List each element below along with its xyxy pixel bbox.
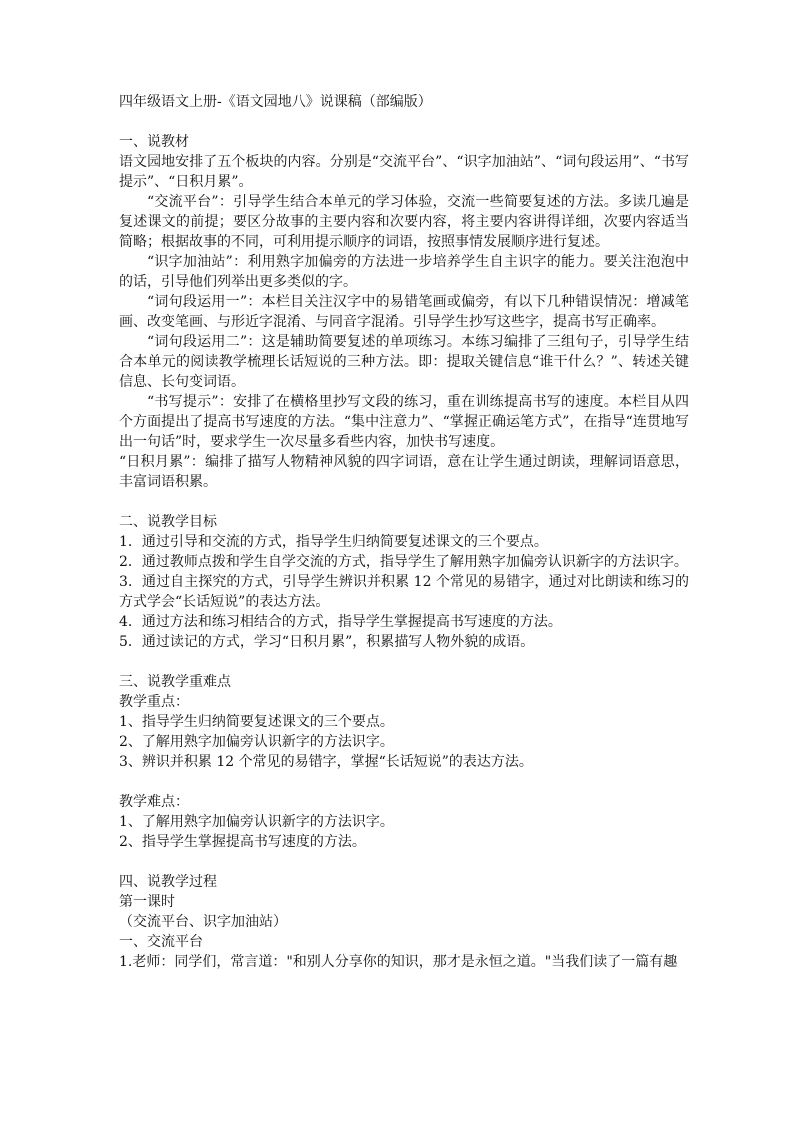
document-page (119, 92, 689, 972)
key-point-item: 3、辨识并积累 12 个常见的易错字，掌握“长话短说”的表达方法。 (119, 754, 533, 770)
section-heading-textbook: 一、说教材 (119, 134, 189, 150)
section-heading-process: 四、说教学过程 (119, 874, 217, 890)
step-text: 1.老师：同学们，常言道："和别人分享你的知识，那才是永恒之道。"当我们读了一篇有趣 (119, 954, 678, 970)
difficulty-label: 教学难点： (119, 794, 189, 810)
lesson-subtitle: （交流平台、识字加油站） (119, 914, 287, 930)
key-points-label: 教学重点： (119, 694, 189, 710)
paragraph-exchange-platform: “交流平台”：引导学生结合本单元的学习体验，交流一些简要复述的方法。多读几遍是复述课文的前提；要区分故事的主要内容和次要内容，将主要内容讲得详细，次要内容适当简略；根据故事的不同，可利用提示顺序的词语，按照事情发展顺序进行复述。 (119, 194, 689, 250)
difficulty-item: 1、了解用熟字加偏旁认识新字的方法识字。 (119, 814, 394, 830)
goal-item: 3．通过自主探究的方式，引导学生辨识并积累 12 个常见的易错字，通过对比朗读和练习的方式学会“长话短说”的表达方法。 (119, 574, 689, 610)
paragraph-daily-accumulation: “日积月累”：编排了描写人物精神风貌的四字词语，意在让学生通过朗读，理解词语意思，丰富词语积累。 (119, 454, 689, 490)
difficulty-item: 2、指导学生掌握提高书写速度的方法。 (119, 834, 366, 850)
paragraph-word-use-two: “词句段运用二”：这是辅助简要复述的单项练习。本练习编排了三组句子，引导学生结合本单元的阅读教学梳理长话短说的三种方法。即：提取关键信息“谁干什么？”、转述关键信息、长句变词语。 (119, 334, 689, 390)
paragraph-writing-tips: “书写提示”：安排了在横格里抄写文段的练习，重在训练提高书写的速度。本栏目从四个方面提出了提高书写速度的方法。“集中注意力”、“掌握正确运笔方式”，在指导“连贯地写出一句话”时，要求学生一次尽量多看些内容，加快书写速度。 (119, 394, 689, 450)
paragraph-intro: 语文园地安排了五个板块的内容。分别是“交流平台”、“识字加油站”、“词句段运用”、“书写提示”、“日积月累”。 (119, 154, 689, 190)
paragraph-word-use-one: “词句段运用一”：本栏目关注汉字中的易错笔画或偏旁，有以下几种错误情况：增减笔画、改变笔画、与形近字混淆、与同音字混淆。引导学生抄写这些字，提高书写正确率。 (119, 294, 689, 330)
key-point-item: 2、了解用熟字加偏旁认识新字的方法识字。 (119, 734, 394, 750)
spacer (119, 652, 689, 672)
key-point-item: 1、指导学生归纳简要复述课文的三个要点。 (119, 714, 394, 730)
spacer (119, 492, 689, 512)
goal-item: 1．通过引导和交流的方式，指导学生归纳简要复述课文的三个要点。 (119, 534, 548, 550)
paragraph-literacy-station: “识字加油站”：利用熟字加偏旁的方法进一步培养学生自主识字的能力。要关注泡泡中的话，引导他们列举出更多类似的字。 (119, 254, 689, 290)
goal-item: 5．通过读记的方式，学习“日积月累”，积累描写人物外貌的成语。 (119, 634, 535, 650)
spacer (119, 772, 689, 792)
goal-item: 4．通过方法和练习相结合的方式，指导学生掌握提高书写速度的方法。 (119, 614, 562, 630)
document-title: 四年级语文上册-《语文园地八》说课稿（部编版） (119, 94, 432, 110)
lesson-title: 第一课时 (119, 894, 175, 910)
part-heading: 一、交流平台 (119, 934, 203, 950)
section-heading-goals: 二、说教学目标 (119, 514, 217, 530)
goal-item: 2．通过教师点拨和学生自学交流的方式，指导学生了解用熟字加偏旁认识新字的方法识字。 (119, 554, 688, 570)
section-heading-key-points: 三、说教学重难点 (119, 674, 231, 690)
spacer (119, 852, 689, 872)
